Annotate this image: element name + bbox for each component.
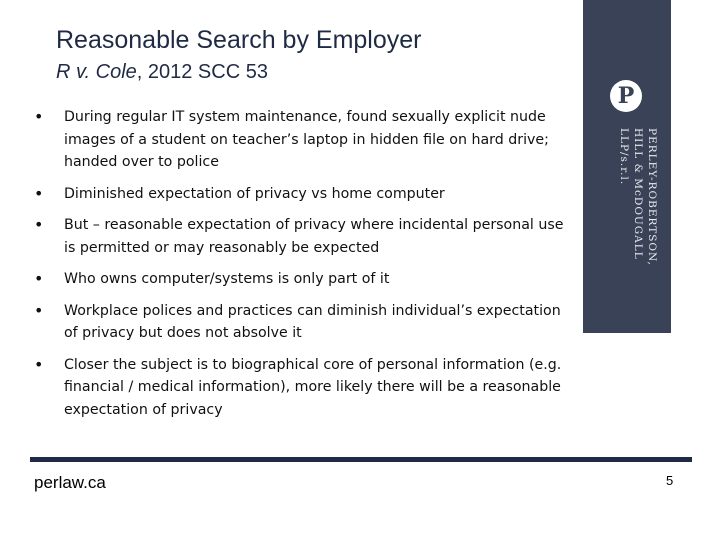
bullet-item: • Workplace polices and practices can diminish individual’s expectation of privacy but does not absolve it <box>30 300 570 345</box>
slide-subtitle <box>56 61 268 84</box>
firm-logo-icon: P <box>610 80 642 112</box>
bullet-item: • Closer the subject is to biographical core of personal information (e.g. financial / medical information), more likely there will be a reasonable expectation of privacy <box>30 354 570 422</box>
subtitle-citation: , 2012 SCC 53 <box>136 61 268 83</box>
subtitle-case-name: R v. Cole <box>56 61 137 83</box>
footer-website: perlaw.ca <box>34 473 106 492</box>
slide-title: Reasonable Search by Employer <box>56 26 422 54</box>
page-number: 5 <box>666 473 674 488</box>
brand-panel <box>583 0 671 333</box>
bullet-item: • Who owns computer/systems is only part of it <box>30 268 570 291</box>
footer-divider <box>30 457 692 462</box>
bullet-item: • During regular IT system maintenance, found sexually explicit nude images of a student on teacher’s laptop in hidden file on hard drive; handed over to police <box>30 106 570 174</box>
bullet-item: • But – reasonable expectation of privacy where incidental personal use is permitted or may reasonably be expected <box>30 214 570 259</box>
firm-name: PERLEY-ROBERTSON, HILL & McDOUGALL LLP/s.r.l. <box>618 128 658 266</box>
bullet-item: • Diminished expectation of privacy vs home computer <box>30 183 570 206</box>
bullet-list <box>30 106 570 430</box>
